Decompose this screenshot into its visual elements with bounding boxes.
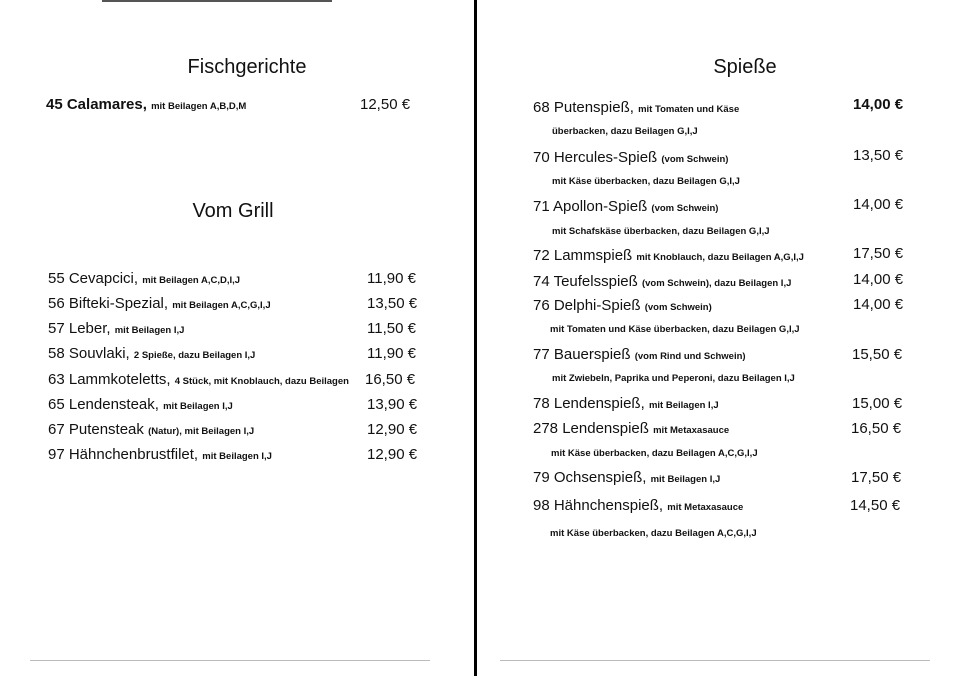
section-title-fischgerichte: Fischgerichte (187, 56, 307, 78)
menu-item-78 (533, 395, 719, 415)
menu-item-55 (48, 270, 240, 290)
item-price: 11,90 € (367, 270, 416, 287)
item-desc: mit Metaxasauce (667, 502, 744, 513)
item-name: 57 Leber, (48, 320, 111, 337)
item-desc: mit Beilagen I,J (163, 401, 233, 412)
menu-item-98 (533, 497, 743, 517)
item-subline: mit Käse überbacken, dazu Beilagen G,I,J (552, 176, 740, 187)
item-price: 14,50 € (850, 497, 901, 514)
scan-artifact (30, 660, 430, 661)
item-subline: mit Zwiebeln, Paprika und Peperoni, dazu Beilagen I,J (552, 373, 795, 384)
item-name: 72 Lammspieß (533, 247, 633, 264)
section-title-spiesse: Spieße (713, 56, 777, 78)
item-price: 15,00 € (852, 395, 903, 412)
menu-item-72 (533, 247, 804, 267)
item-price: 14,00 € (853, 296, 904, 313)
item-price: 16,50 € (851, 420, 902, 437)
item-name: 55 Cevapcici, (48, 270, 139, 287)
menu-item-70 (533, 149, 728, 169)
menu-item-74 (533, 273, 791, 293)
item-name: 278 Lendenspieß (533, 420, 649, 437)
menu-item-97 (48, 446, 272, 466)
item-desc: (vom Schwein) (661, 154, 729, 165)
item-price: 13,50 € (853, 147, 904, 164)
item-name: 79 Ochsenspieß, (533, 469, 647, 486)
item-subline: mit Schafskäse überbacken, dazu Beilagen G,I,J (552, 226, 770, 237)
item-desc: (vom Schwein) (644, 302, 712, 313)
menu-item-45 (46, 96, 246, 116)
left-menu-page (0, 0, 474, 676)
item-subline: mit Käse überbacken, dazu Beilagen A,C,G,I,J (551, 448, 758, 459)
item-desc: mit Beilagen I,J (650, 474, 721, 485)
menu-item-71 (533, 198, 718, 218)
right-menu-page (477, 0, 960, 676)
section-title-vom-grill: Vom Grill (192, 200, 274, 222)
item-price: 13,50 € (367, 295, 418, 312)
menu-item-77 (533, 346, 746, 366)
item-price: 14,00 € (853, 196, 904, 213)
item-subline: mit Käse überbacken, dazu Beilagen A,C,G,I,J (550, 528, 757, 539)
menu-item-278 (533, 420, 729, 440)
item-name: 76 Delphi-Spieß (533, 297, 641, 314)
item-name: 56 Bifteki-Spezial, (48, 295, 169, 312)
item-name: 63 Lammkoteletts, (48, 371, 171, 388)
item-name: 70 Hercules-Spieß (533, 149, 658, 166)
item-name: 68 Putenspieß, (533, 99, 634, 116)
item-desc: mit Tomaten und Käse (638, 104, 740, 115)
item-name: 71 Apollon-Spieß (533, 198, 648, 215)
menu-item-79 (533, 469, 720, 489)
item-desc: mit Knoblauch, dazu Beilagen A,G,I,J (636, 252, 804, 263)
item-name: 97 Hähnchenbrustfilet, (48, 446, 199, 463)
item-price: 17,50 € (853, 245, 904, 262)
item-desc: 4 Stück, mit Knoblauch, dazu Beilagen (174, 376, 349, 387)
item-desc: (vom Schwein) (651, 203, 719, 214)
menu-item-58 (48, 345, 255, 365)
item-name: 78 Lendenspieß, (533, 395, 645, 412)
item-name: 58 Souvlaki, (48, 345, 130, 362)
item-price: 17,50 € (851, 469, 902, 486)
item-name: 74 Teufelsspieß (533, 273, 638, 290)
item-desc: (vom Schwein), dazu Beilagen I,J (641, 278, 792, 289)
menu-item-56 (48, 295, 271, 315)
item-desc: mit Beilagen I,J (648, 400, 719, 411)
menu-item-57 (48, 320, 184, 340)
item-desc: mit Beilagen A,C,D,I,J (142, 275, 241, 286)
item-price: 14,00 € (853, 271, 904, 288)
item-name: 77 Bauerspieß (533, 346, 631, 363)
item-price: 12,50 € (360, 96, 411, 113)
item-desc: mit Beilagen I,J (114, 325, 185, 336)
item-desc: mit Beilagen A,B,D,M (151, 101, 247, 112)
item-subline: überbacken, dazu Beilagen G,I,J (552, 126, 698, 137)
item-name: 98 Hähnchenspieß, (533, 497, 664, 514)
item-price: 15,50 € (852, 346, 903, 363)
item-price: 11,50 € (367, 320, 416, 337)
item-subline: mit Tomaten und Käse überbacken, dazu Beilagen G,I,J (550, 324, 800, 335)
item-price: 16,50 € (365, 371, 416, 388)
item-price: 12,90 € (367, 421, 418, 438)
item-desc: 2 Spieße, dazu Beilagen I,J (133, 350, 256, 361)
scan-artifact (500, 660, 930, 661)
item-desc: mit Beilagen I,J (202, 451, 272, 462)
item-desc: mit Metaxasauce (653, 425, 730, 436)
item-name: 67 Putensteak (48, 421, 144, 438)
menu-item-68 (533, 99, 739, 119)
item-price: 11,90 € (367, 345, 416, 362)
item-name: 65 Lendensteak, (48, 396, 159, 413)
item-price: 14,00 € (853, 96, 904, 113)
item-name: 45 Calamares, (46, 96, 147, 113)
item-price: 13,90 € (367, 396, 418, 413)
menu-item-67 (48, 421, 254, 441)
item-desc: mit Beilagen A,C,G,I,J (172, 300, 271, 311)
item-desc: (vom Rind und Schwein) (634, 351, 746, 362)
item-desc: (Natur), mit Beilagen I,J (148, 426, 255, 437)
item-price: 12,90 € (367, 446, 418, 463)
menu-item-63 (48, 371, 349, 391)
menu-item-65 (48, 396, 233, 416)
menu-item-76 (533, 297, 712, 317)
